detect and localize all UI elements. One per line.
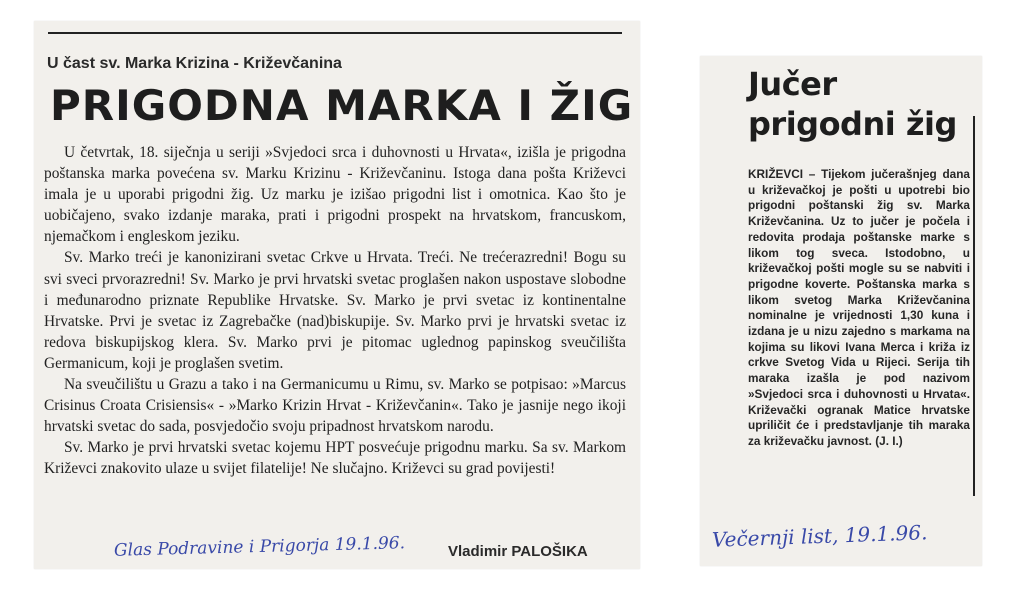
handwritten-source-note: Večernji list, 19.1.96. bbox=[711, 520, 928, 552]
article-headline: PRIGODNA MARKA I ŽIG bbox=[50, 81, 634, 130]
article-byline: Vladimir PALOŠIKA bbox=[448, 543, 588, 560]
column-rule bbox=[973, 116, 975, 496]
top-rule bbox=[48, 32, 622, 34]
headline-line: Jučer bbox=[748, 65, 837, 103]
newspaper-clipping-vecernji-list bbox=[700, 56, 982, 566]
article-paragraph: Sv. Marko je prvi hrvatski svetac kojemu HPT posvećuje prigodnu marku. Sa sv. Markom Križevci znakovito ulaze u svijet filatelije! Ne slučajno. Križevci su grad povijesti! bbox=[44, 439, 626, 478]
article-body bbox=[44, 142, 626, 480]
article-paragraph: Sv. Marko treći je kanonizirani svetac Crkve u Hrvata. Treći. Ne trećerazredni! Bogu su svi sveci prvorazredni! Sv. Marko je prvi hrvatski svetac proglašen nakon uspostave slobodne i međunarodno priznate Republike Hrvatske. Sv. Marko je prvi svetac iz kontinentalne Hrvatske. Prvi je svetac iz Zagrebačke (nad)biskupije. Sv. Marko prvi je hrvatski svetac iz redova biskupijskog klera. Sv. Marko prvi je pitomac uglednog papinskog sveučilišta Germanicum, koji je proglašen svetim. bbox=[44, 249, 626, 372]
newspaper-clipping-glas-podravine bbox=[34, 21, 640, 569]
article-body: KRIŽEVCI – Tijekom jučerašnjeg dana u križevačkoj je pošti u upotrebi bio prigodni poštanski žig sv. Marka Križevčanina. Uz to jučer je počela i redovita prodaja poštanske marke s likom tog sveca. Istodobno, u križevačkoj pošti mogle su se nabviti i prigodne koverte. Poštanska marka s likom svetog Marka Križevčanina nominalne je vrijednosti 1,30 kuna i izdana je u nizu zajedno s markama na kojima su likovi Ivana Merca i križa iz crkve Svetog Vida u Rijeci. Serija tih maraka izašla je pod nazivom »Svjedoci srca i duhovnosti u Hrvata«. Križevački ogranak Matice hrvatske upriličit će i predstavljanje tih maraka za križevačku javnost. (J. I.) bbox=[748, 167, 970, 448]
headline-line: prigodni žig bbox=[748, 105, 957, 143]
article-paragraph: U četvrtak, 18. siječnja u seriji »Svjedoci srca i duhovnosti u Hrvata«, izišla je prigodna poštanska marka povećena sv. Marku Krizinu - Križevčaninu. Istoga dana pošta Križevci imala je u uporabi prigodni žig. Uz marku je izišao prigodni list i omotnica. Kao što je uobičajeno, svako izdanje maraka, prati i prigodni prospekt na hrvatskom, francuskom, njemačkom i engleskom jeziku. bbox=[44, 144, 626, 246]
article-headline bbox=[748, 64, 976, 144]
handwritten-source-note: Glas Podravine i Prigorja 19.1.96. bbox=[113, 533, 406, 561]
article-kicker: U čast sv. Marka Krizina - Križevčanina bbox=[47, 55, 342, 72]
article-paragraph: Na sveučilištu u Grazu a tako i na Germanicumu u Rimu, sv. Marko se potpisao: »Marcus Crisinus Croata Crisiensis« - »Marko Krizin Hrvat - Križevčanin«. Tako je jasnije nego ikoji hrvatski svetac do sada, posvjedočio svoju pripadnost hrvatskom narodu. bbox=[44, 376, 626, 436]
